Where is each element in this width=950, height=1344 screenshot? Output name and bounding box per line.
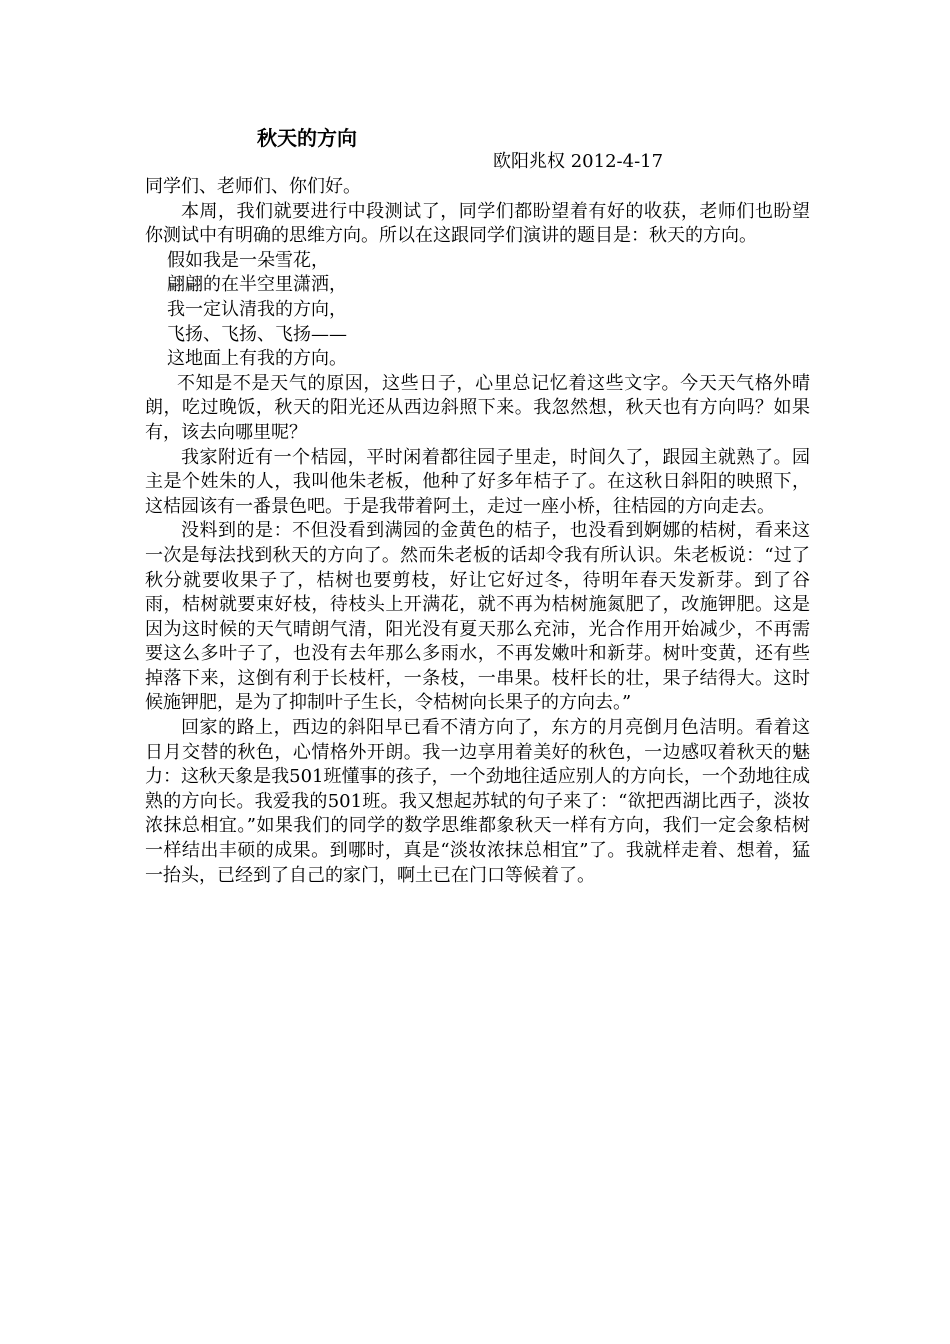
document-title: 秋天的方向 [257,126,357,150]
poem-line: 飞扬、飞扬、飞扬—— [167,323,347,345]
document-body [145,175,810,888]
poem-block [145,249,810,372]
body-paragraph: 不知是不是天气的原因，这些日子，心里总记忆着这些文字。今天天气格外晴朗，吃过晚饭，秋天的阳光还从西边斜照下来。我忽然想，秋天也有方向吗？如果有，该去向哪里呢？ [145,372,810,443]
greeting-paragraph: 同学们、老师们、你们好。 [145,176,361,197]
intro-paragraph: 本周，我们就要进行中段测试了，同学们都盼望着有好的收获，老师们也盼望你测试中有明确的思维方向。所以在这跟同学们演讲的题目是：秋天的方向。 [145,200,810,247]
body-paragraph: 我家附近有一个桔园，平时闲着都往园子里走，时间久了，跟园主就熟了。园主是个姓朱的人，我叫他朱老板，他种了好多年桔子了。在这秋日斜阳的映照下，这桔园该有一番景色吧。于是我带着阿土，走过一座小桥，往桔园的方向走去。 [145,446,810,517]
poem-line: 假如我是一朵雪花， [167,249,329,271]
poem-line: 翩翩的在半空里潇洒， [167,274,347,296]
poem-line: 我一定认清我的方向， [167,298,347,320]
author-date-byline: 欧阳兆权 2012-4-17 [493,151,664,172]
body-paragraph: 回家的路上，西边的斜阳早已看不清方向了，东方的月亮倒月色洁明。看着这日月交替的秋色，心情格外开朗。我一边享用着美好的秋色，一边感叹着秋天的魅力：这秋天象是我501班懂事的孩子，一个劲地往适应别人的方向长，一个劲地往成熟的方向长。我爱我的501班。我又想起苏轼的句子来了：“欲把西湖比西子，淡妆浓抹总相宜。”如果我们的同学的数学思维都象秋天一样有方向，我们一定会象桔树一样结出丰硕的成果。到哪时，真是“淡妆浓抹总相宜”了。我就样走着、想着，猛一抬头，已经到了自己的家门，啊土已在门口等候着了。 [145,717,810,886]
poem-line: 这地面上有我的方向。 [167,348,347,370]
body-paragraph: 没料到的是：不但没看到满园的金黄色的桔子，也没看到婀娜的桔树，看来这一次是每法找到秋天的方向了。然而朱老板的话却令我有所认识。朱老板说：“过了秋分就要收果子了，桔树也要剪枝，好让它好过冬，待明年春天发新芽。到了谷雨，桔树就要束好枝，待枝头上开满花，就不再为桔树施氮肥了，改施钾肥。这是因为这时候的天气晴朗气清，阳光没有夏天那么充沛，光合作用开始减少，不再需要这么多叶子了，也没有去年那么多雨水，不再发嫩叶和新芽。树叶变黄，还有些掉落下来，这倒有利于长枝杆，一条枝，一串果。枝杆长的壮，果子结得大。这时候施钾肥，是为了抑制叶子生长，令桔树向长果子的方向去。” [145,520,810,714]
